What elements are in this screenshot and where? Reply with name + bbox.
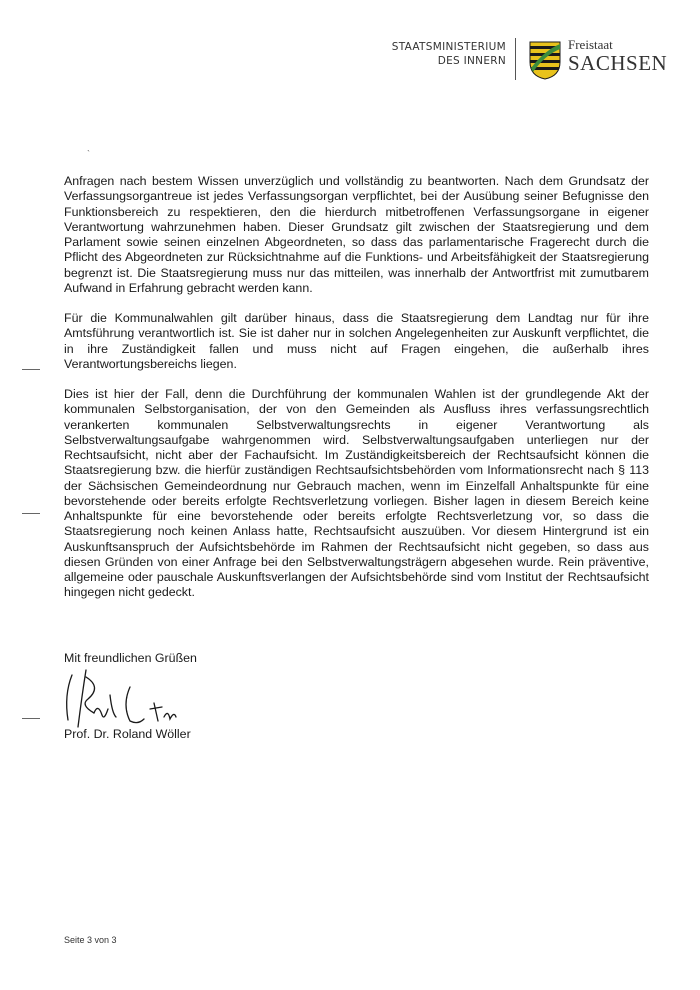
ministry-name	[370, 40, 506, 68]
closing-salutation: Mit freundlichen Grüßen	[64, 651, 197, 665]
coat-of-arms-icon	[528, 40, 562, 80]
state-label	[568, 38, 667, 74]
paragraph-1: Anfragen nach bestem Wissen unverzüglich und vollständig zu beantworten. Nach dem Grundsatz der Verfassungsorgantreue ist jedes Verfassungsorgan verpflichtet, bei der Ausübung seiner Befugnisse den Funktionsbereich zu respektieren, den die hierdurch mitbetroffenen Verfassungsorgane in eigener Verantwortung wahrzunehmen haben. Dieser Grundsatz gilt zwischen der Staatsregierung und dem Parlament sowie seinen einzelnen Abgeordneten, so dass das parlamentarische Fragerecht durch die Pflicht des Abgeordneten zur Rücksichtnahme auf die Funktions- und Arbeitsfähigkeit der Staatsregierung begrenzt ist. Die Staatsregierung muss nur das mitteilen, was innerhalb der Antwortfrist mit zumutbarem Aufwand in Erfahrung gebracht werden kann.	[64, 174, 649, 295]
paragraph-2: Für die Kommunalwahlen gilt darüber hinaus, dass die Staatsregierung dem Landtag nur für ihre Amtsführung verantwortlich ist. Sie ist daher nur in solchen Angelegenheiten zur Auskunft verpflichtet, die in ihre Zuständigkeit fallen und muss nicht auf Fragen eingehen, die außerhalb ihres Verantwortungsbereichs liegen.	[64, 311, 649, 371]
ministry-line-2: DES INNERN	[437, 55, 506, 67]
handwritten-signature	[58, 665, 198, 735]
state-label-small: Freistaat	[568, 37, 613, 52]
state-label-big: SACHSEN	[568, 51, 668, 75]
letter-body	[64, 174, 649, 616]
page-number: Seite 3 von 3	[64, 935, 117, 945]
stray-mark: `	[87, 149, 90, 159]
signer-name: Prof. Dr. Roland Wöller	[64, 727, 191, 741]
fold-mark-middle	[22, 513, 40, 514]
ministry-line-1: STAATSMINISTERIUM	[391, 41, 506, 53]
fold-mark-top	[22, 369, 40, 370]
fold-mark-bottom	[22, 718, 40, 719]
header-divider	[515, 38, 516, 80]
paragraph-3: Dies ist hier der Fall, denn die Durchführung der kommunalen Wahlen ist der grundlegende Akt der kommunalen Selbstorganisation, der von den Gemeinden als Ausfluss ihres verfassungsrechtlich verankerten kommunalen Selbstverwaltungsrechts in eigener Verantwortung als Selbstverwaltungsaufgabe wahrgenommen wird. Selbstverwaltungsaufgaben unterliegen nur der Rechtsaufsicht, nicht aber der Fachaufsicht. Im Zuständigkeitsbereich der Rechtsaufsicht können die Staatsregierung bzw. die hierfür zuständigen Rechtsaufsichtsbehörden vom Informationsrecht nach § 113 der Sächsischen Gemeindeordnung nur Gebrauch machen, wenn im Einzelfall Anhaltspunkte für eine bevorstehende oder bereits erfolgte Rechtsverletzung vorliegen. Bisher lagen in diesem Bereich keine Anhaltspunkte für eine bevorstehende oder bereits erfolgte Rechtsverletzung vor, so dass die Staatsregierung noch keinen Anlass hatte, Rechtsaufsicht auszuüben. Vor diesem Hintergrund ist ein Auskunftsanspruch der Aufsichtsbehörde im Rahmen der Rechtsaufsicht nicht gegeben, so dass aus diesen Gründen von einer Anfrage bei den Selbstverwaltungsträgern abgesehen wurde. Rein präventive, allgemeine oder pauschale Auskunftsverlangen der Aufsichtsbehörde sind vom Institut der Rechtsaufsicht hingegen nicht gedeckt.	[64, 387, 649, 600]
